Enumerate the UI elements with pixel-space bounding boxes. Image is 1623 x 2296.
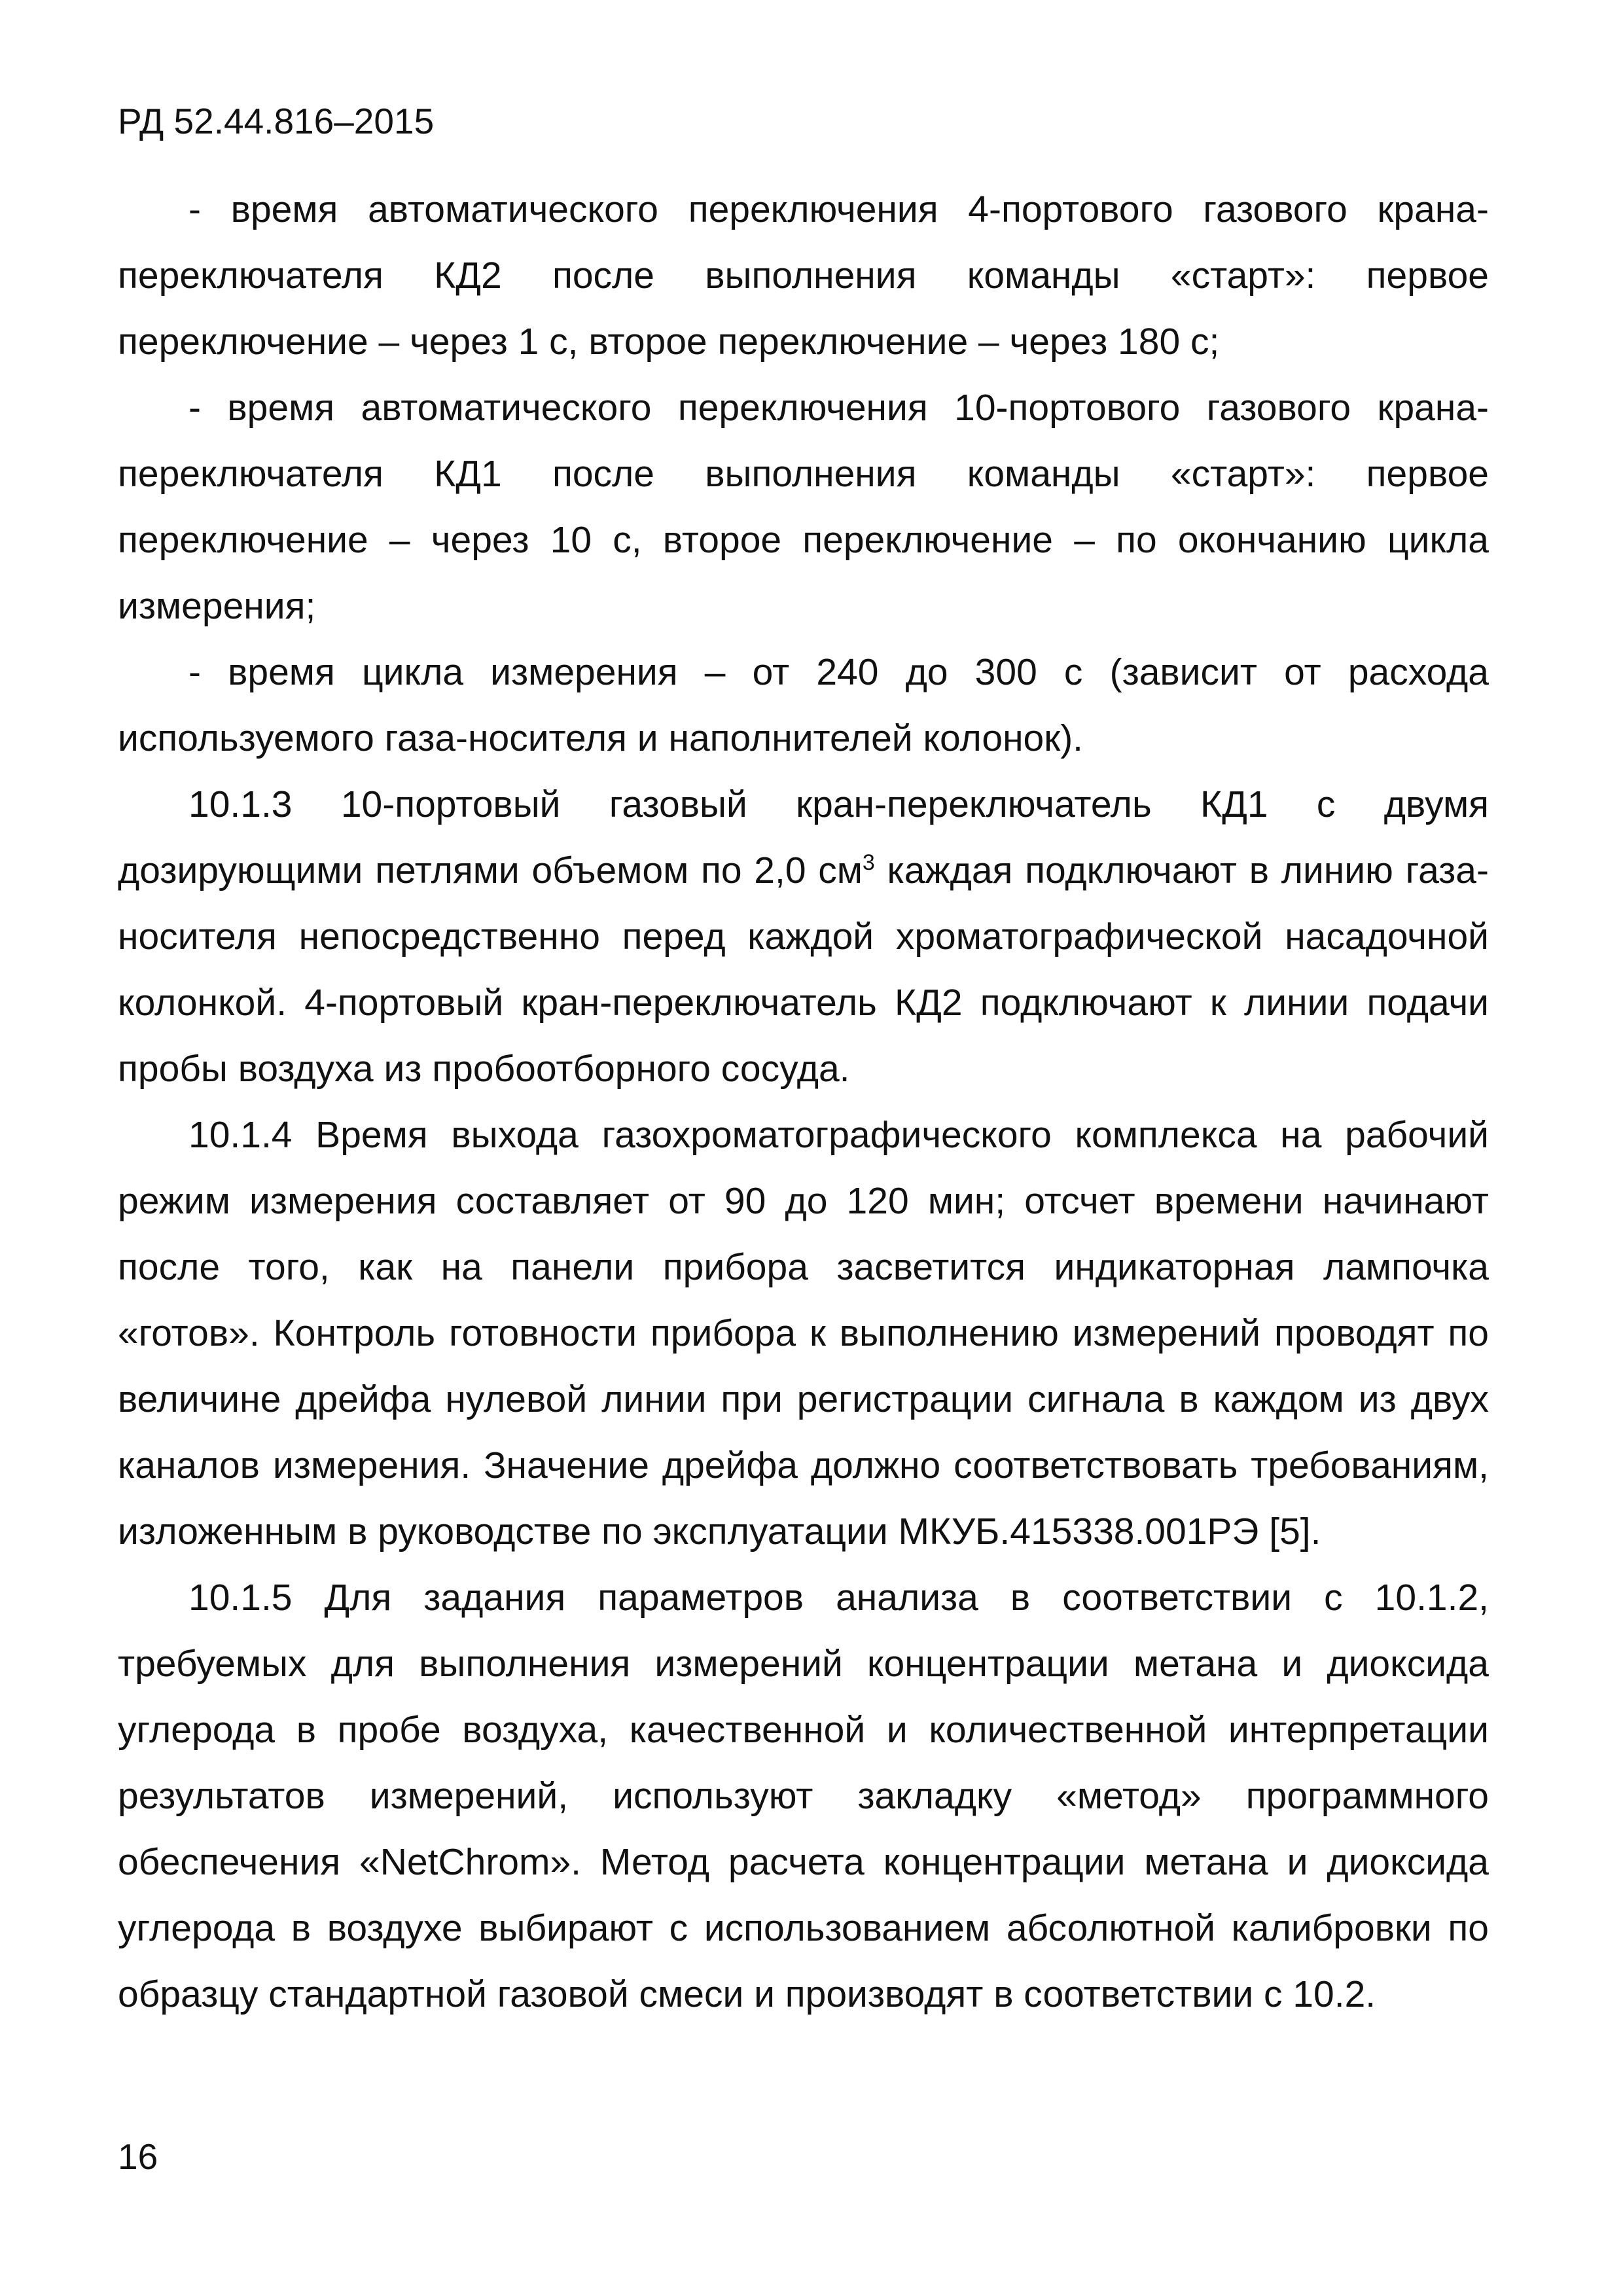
paragraph-10-1-5: 10.1.5 Для задания параметров анализа в соответствии с 10.1.2, требуемых для выполнения измерений концентрации метана и диоксида углерода в пробе воздуха, качественной и количественной интерпретации результатов измерений, используют закладку «метод» программного обеспечения «NetChrom». Метод расчета концентрации метана и диоксида углерода в воздухе выбирают с использованием абсолютной калибровки по образцу стандартной газовой смеси и производят в соответствии с 10.2. <box>118 1577 1489 2015</box>
list-item-kd2-switch-time: - время автоматического переключения 4-портового газового крана-переключателя КД2 после выполнения команды «старт»: первое переключение – через 1 с, второе переключение – через 180 с; <box>118 188 1489 363</box>
document-code-header: РД 52.44.816–2015 <box>118 101 435 141</box>
list-item-measurement-cycle-time: - время цикла измерения – от 240 до 300 с (зависит от расхода используемого газа-носителя и наполнителей колонок). <box>118 651 1489 759</box>
list-item-kd1-switch-time: - время автоматического переключения 10-портового газового крана-переключателя КД1 после выполнения команды «старт»: первое переключение – через 10 с, второе переключение – по окончанию цикла измерения; <box>118 387 1489 627</box>
paragraph-10-1-3 <box>118 772 1489 1102</box>
paragraph-10-1-3-part1: 10.1.3 10-портовый газовый кран-переключатель КД1 с двумя дозирующими петлями объемом по 2,0 см <box>118 783 1489 891</box>
superscript-cubic: 3 <box>862 850 875 875</box>
paragraph-10-1-3-part2: каждая подключают в линию газа-носителя непосредственно перед каждой хроматографической насадочной колонкой. 4-портовый кран-переключатель КД2 подключают к линии подачи пробы воздуха из пробоотборного сосуда. <box>118 850 1489 1090</box>
paragraph-10-1-4: 10.1.4 Время выхода газохроматографического комплекса на рабочий режим измерения составляет от 90 до 120 мин; отсчет времени начинают после того, как на панели прибора засветится индикаторная лампочка «готов». Контроль готовности прибора к выполнению измерений проводят по величине дрейфа нулевой линии при регистрации сигнала в каждом из двух каналов измерения. Значение дрейфа должно соответствовать требованиям, изложенным в руководстве по эксплуатации МКУБ.415338.001РЭ [5]. <box>118 1114 1489 1552</box>
page-number: 16 <box>118 2136 158 2177</box>
document-body <box>118 177 1489 2028</box>
